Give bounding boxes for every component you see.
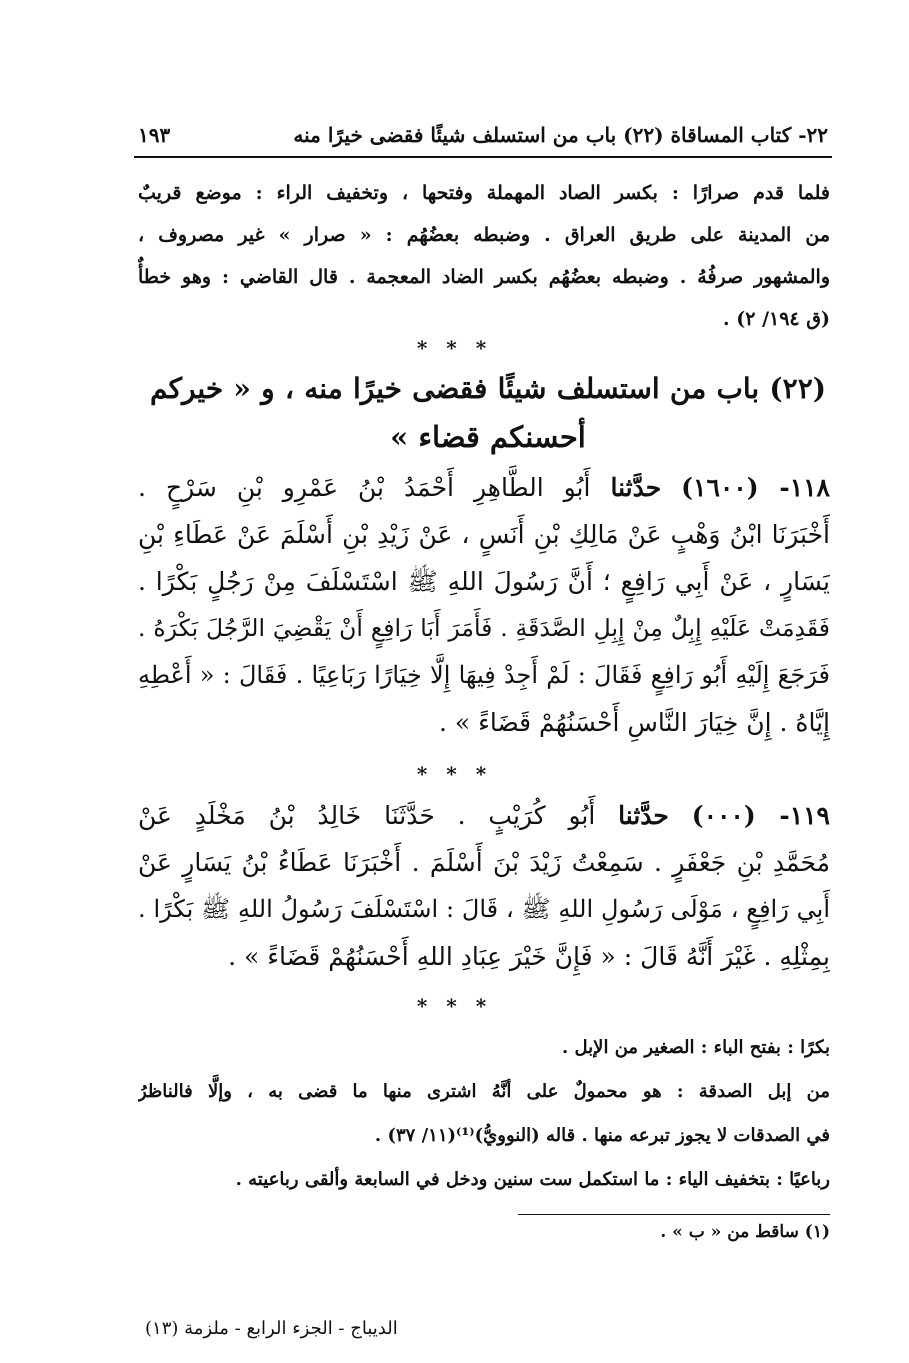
section-separator: * * * — [416, 762, 493, 786]
intro-commentary — [138, 172, 830, 340]
hadith-line: فَرَجَعَ إِلَيْهِ أَبُو رَافِعٍ فَقَالَ : لَمْ أَجِدْ فِيهَا إِلَّا خِيَارًا رَبَاعِيًا . فَقَالَ : « أَعْطِهِ — [138, 661, 830, 689]
chapter-heading-line: (٢٢) باب من استسلف شيئًا فقضى خيرًا منه ، و « خيركم — [150, 372, 826, 405]
hadith-number: ١١٩- (٠٠٠) — [691, 801, 830, 830]
hadith-line: بِمِثْلِهِ . غَيْرَ أَنَّهُ قَالَ : « فَإِنَّ خَيْرَ عِبَادِ اللهِ أَحْسَنُهُمْ قَضَاءً » . — [228, 942, 830, 971]
hadith-lead: حدَّثنا — [610, 473, 662, 502]
section-separator: * * * — [416, 336, 493, 360]
printer-signature: الديباج - الجزء الرابع - ملزمة (١٣) — [145, 1318, 398, 1339]
footnote: (١) ساقط من « ب » . — [660, 1222, 830, 1242]
hadith-line: أَبِي رَافِعٍ ، مَوْلَى رَسُولِ اللهِ ﷺ ، قَالَ : اسْتَسْلَفَ رَسُولُ اللهِ ﷺ بَكْرًا . — [138, 895, 830, 923]
hadith-line: إِيَّاهُ . إِنَّ خِيَارَ النَّاسِ أَحْسَنُهُمْ قَضَاءً » . — [438, 708, 830, 737]
hadith-119 — [138, 792, 830, 980]
page-number: ١٩٣ — [138, 123, 171, 147]
hadith-line: فَقَدِمَتْ عَلَيْهِ إِبِلٌ مِنْ إِبِلِ الصَّدَقَةِ . فَأَمَرَ أَبَا رَافِعٍ أَنْ يَقْضِيَ الرَّجُلَ بَكْرَهُ . — [138, 614, 830, 642]
glossary-notes — [138, 1026, 830, 1202]
hadith-line: يَسَارٍ ، عَنْ أَبِي رَافِعٍ ؛ أَنَّ رَسُولَ اللهِ ﷺ اسْتَسْلَفَ مِنْ رَجُلٍ بَكْرًا . — [138, 567, 830, 596]
hadith-118 — [138, 464, 830, 746]
section-separator: * * * — [416, 994, 493, 1018]
note-line: بكرًا : بفتح الباء : الصغير من الإبل . — [562, 1037, 830, 1058]
note-line: في الصدقات لا يجوز تبرعه منها . قاله (النوويُّ)⁽¹⁾(١١/ ٣٧) . — [374, 1125, 830, 1146]
note-line: من إبل الصدقة : هو محمولٌ على أنَّهُ اشترى منها ما قضى به ، وإلَّا فالناظرُ — [138, 1081, 830, 1102]
hadith-text: أَبُو الطَّاهِرِ أَحْمَدُ بْنُ عَمْرِو بْنِ سَرْحٍ . — [138, 473, 591, 502]
running-header — [138, 118, 828, 152]
chapter-heading-line: أحسنكم قضاء » — [390, 420, 586, 454]
header-rule — [134, 156, 832, 158]
hadith-first-line — [138, 464, 830, 511]
header-title: ٢٢- كتاب المساقاة (٢٢) باب من استسلف شيئًا فقضى خيرًا منه — [293, 123, 828, 147]
intro-line: فلما قدم صرارًا : بكسر الصاد المهملة وفتحها ، وتخفيف الراء : موضع قريبٌ — [138, 182, 830, 204]
footnote-rule — [518, 1214, 830, 1215]
chapter-heading — [150, 365, 826, 461]
note-line: رباعيًا : بتخفيف الياء : ما استكمل ست سنين ودخل في السابعة وألقى رباعيته . — [235, 1169, 830, 1190]
intro-line: من المدينة على طريق العراق . وضبطه بعضُهُم : « صرار » غير مصروف ، — [138, 224, 830, 246]
hadith-number: ١١٨- (١٦٠٠) — [681, 473, 830, 502]
intro-line: (ق ١٩٤/ ٢) . — [723, 308, 830, 330]
intro-line: والمشهور صرفُهُ . وضبطه بعضُهُم بكسر الضاد المعجمة . قال القاضي : وهو خطأٌ — [138, 266, 830, 288]
hadith-text: أَبُو كُرَيْبٍ . حَدَّثَنَا خَالِدُ بْنُ مَخْلَدٍ عَنْ — [138, 801, 596, 830]
hadith-line: مُحَمَّدِ بْنِ جَعْفَرٍ . سَمِعْتُ زَيْدَ بْنَ أَسْلَمَ . أَخْبَرَنَا عَطَاءُ بْنُ يَسَارٍ عَنْ — [138, 848, 830, 877]
hadith-lead: حدَّثنا — [618, 801, 669, 830]
hadith-line: أَخْبَرَنَا ابْنُ وَهْبٍ عَنْ مَالِكِ بْنِ أَنَسٍ ، عَنْ زَيْدِ بْنِ أَسْلَمَ عَنْ عَطَاءِ بْنِ — [138, 520, 830, 549]
hadith-first-line — [138, 792, 830, 839]
